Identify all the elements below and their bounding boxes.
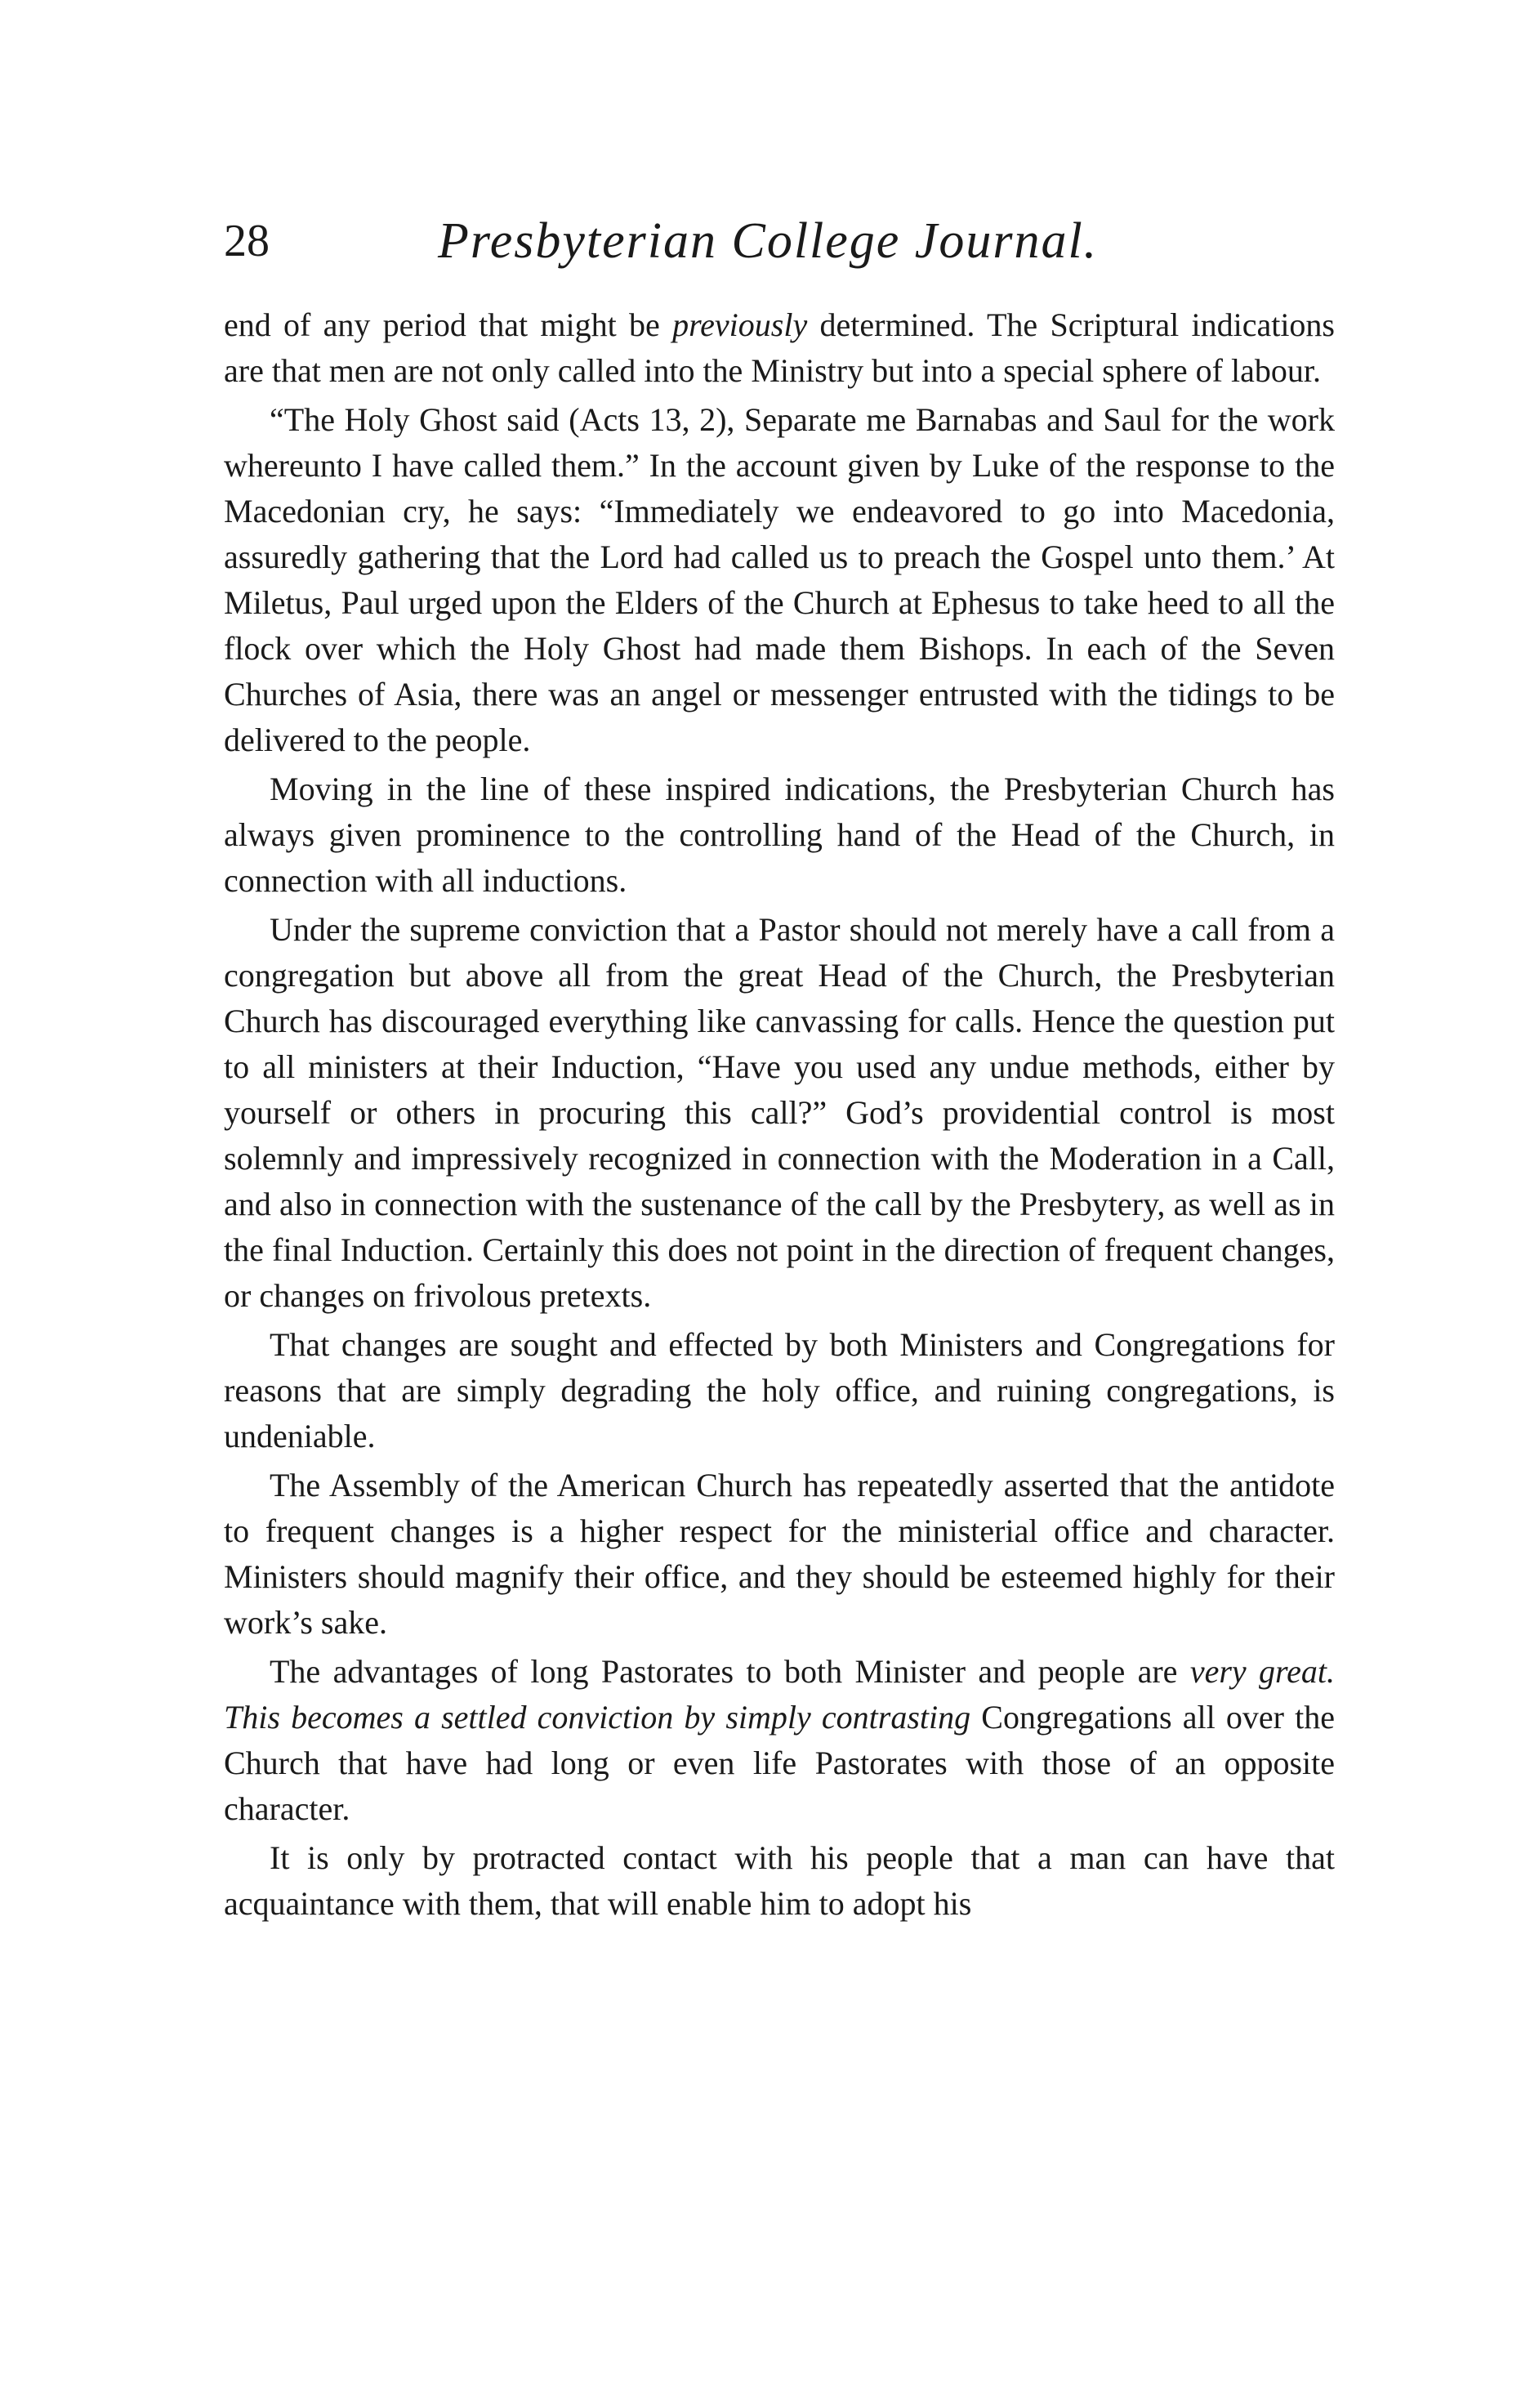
- italic-text: very great. This becomes a settled conviction by simply contrasting: [224, 1653, 1335, 1736]
- paragraph: [224, 1649, 1335, 1832]
- italic-text: previously: [672, 306, 808, 343]
- page-header: [224, 204, 1335, 278]
- body-text: [224, 302, 1335, 1930]
- paragraph: “The Holy Ghost said (Acts 13, 2), Separate me Barnabas and Saul for the work whereunto I have called them.” In the account given by Luke of the response to the Macedonian cry, he says: “Immediately we endeavored to go into Macedonia, assuredly gathering that the Lord had called us to preach the Gospel unto them.’ At Miletus, Paul urged upon the Elders of the Church at Ephesus to take heed to all the flock over which the Holy Ghost had made them Bishops. In each of the Seven Churches of Asia, there was an angel or messenger entrusted with the tidings to be delivered to the people.: [224, 401, 1335, 758]
- paragraph-text: The advantages of long Pastorates to both Minister and people are: [270, 1653, 1190, 1690]
- page-number: 28: [224, 216, 270, 266]
- paragraph: It is only by protracted contact with his people that a man can have that acquaintance with them, that will enable him to adopt his: [224, 1839, 1335, 1922]
- paragraph: Under the supreme conviction that a Pastor should not merely have a call from a congregation but above all from the great Head of the Church, the Presbyterian Church has discouraged everything like canvassing for calls. Hence the question put to all ministers at their Induction, “Have you used any undue methods, either by yourself or others in procuring this call?” God’s providential control is most solemnly and impressively recognized in connection with the Moderation in a Call, and also in connection with the sustenance of the call by the Presbytery, as well as in the final Induction. Certainly this does not point in the direction of frequent changes, or changes on frivolous pretexts.: [224, 911, 1335, 1314]
- paragraph-text: Congregations all over the Church that have had long or even life Pastorates with those of an opposite character.: [224, 1699, 1335, 1827]
- paragraph: That changes are sought and effected by both Ministers and Congregations for reasons that are simply degrading the holy office, and ruining congregations, is undeniable.: [224, 1326, 1335, 1454]
- paragraph: The Assembly of the American Church has repeatedly asserted that the antidote to frequent changes is a higher respect for the ministerial office and character. Ministers should magnify their office, and they should be esteemed highly for their work’s sake.: [224, 1467, 1335, 1641]
- paragraph: Moving in the line of these inspired indications, the Presbyterian Church has always given prominence to the controlling hand of the Head of the Church, in connection with all inductions.: [224, 771, 1335, 899]
- running-title: Presbyterian College Journal.: [438, 213, 1099, 269]
- paragraph-text: end of any period that might be: [224, 306, 673, 343]
- paragraph: [224, 302, 1335, 394]
- paragraph-text: determined. The Scriptural indications are that men are not only called into the Ministry but into a special sphere of labour.: [224, 306, 1335, 389]
